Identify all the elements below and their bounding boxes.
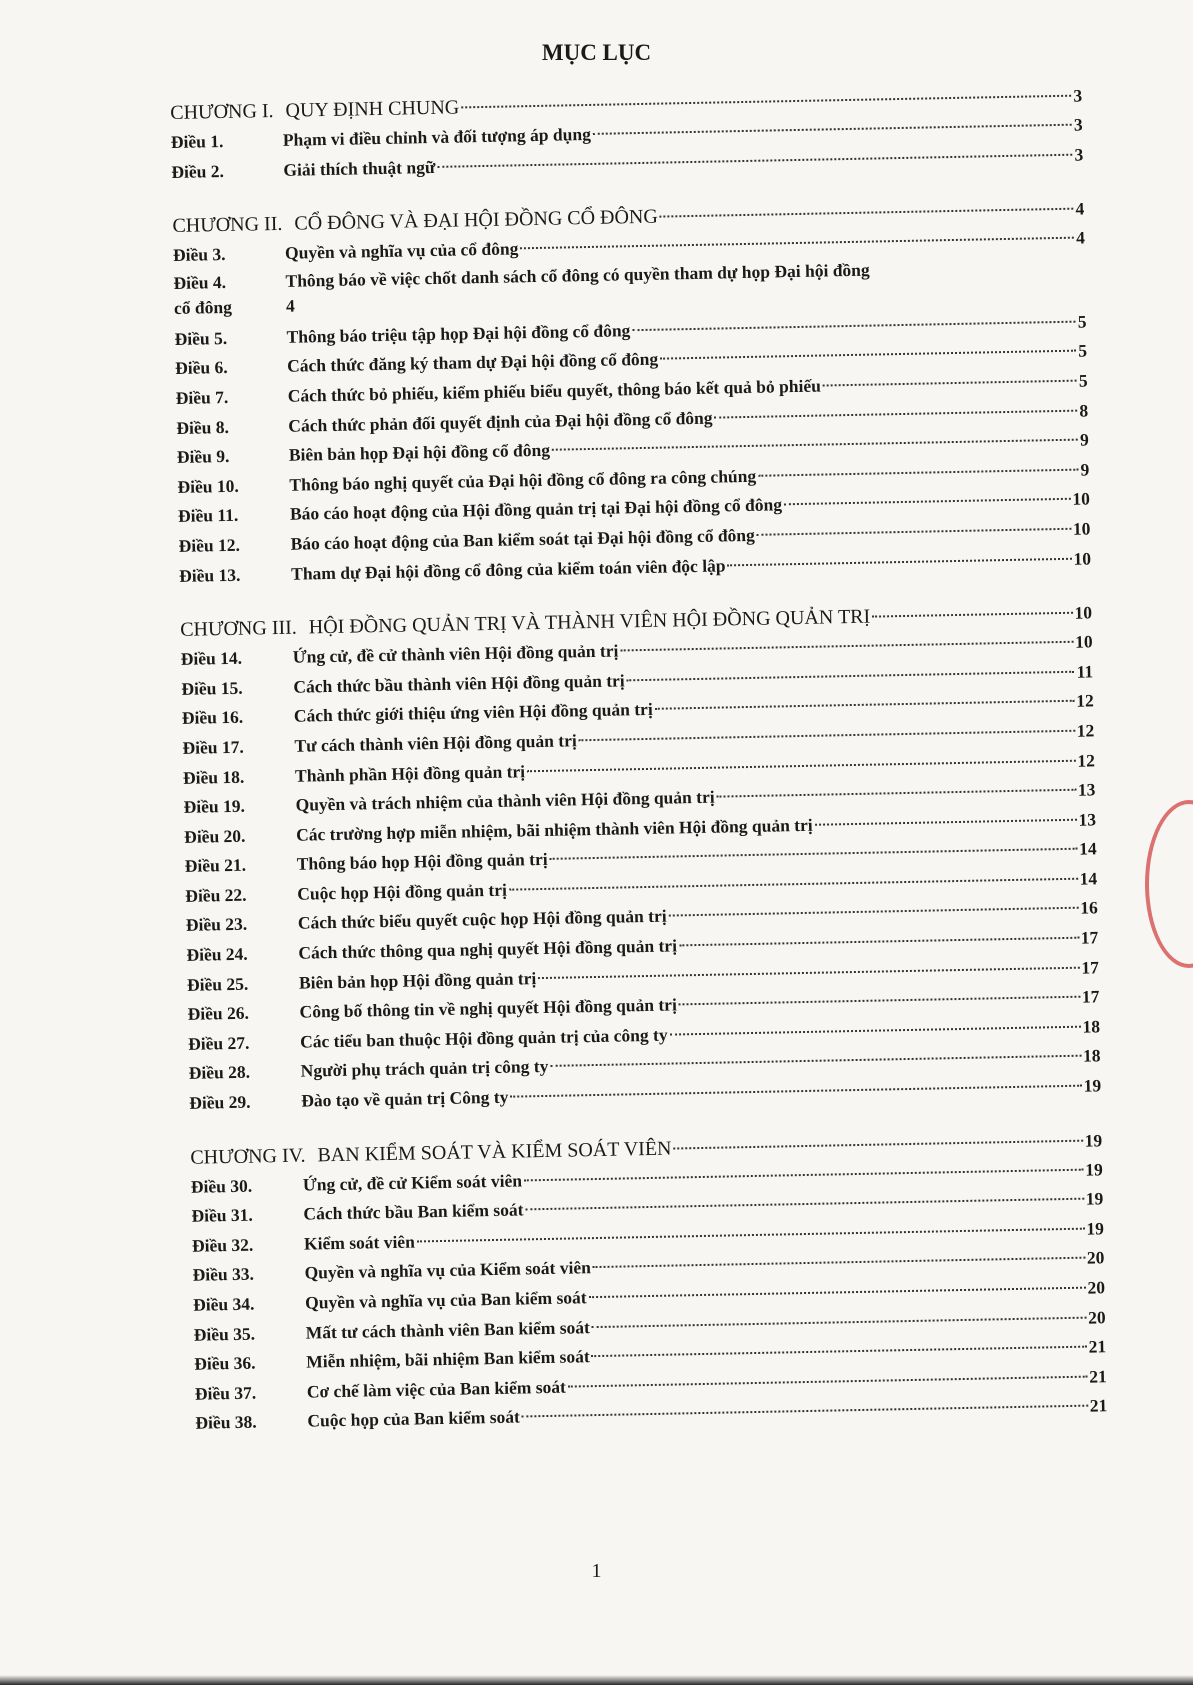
- article-title: Cách thức đăng ký tham dự Đại hội đồng cổ đông: [286, 349, 659, 377]
- chapter-name: QUY ĐỊNH CHUNG: [285, 96, 460, 122]
- article-title: Quyền và trách nhiệm của thành viên Hội đồng quản trị: [295, 786, 715, 815]
- article-title: Cuộc họp của Ban kiểm soát: [307, 1406, 521, 1431]
- article-page: 9: [1080, 459, 1090, 480]
- article-page: 10: [1072, 518, 1091, 539]
- article-number: Điều 36.: [194, 1352, 256, 1374]
- article-number: Điều 19.: [183, 795, 246, 817]
- article-number: Điều 25.: [186, 973, 249, 995]
- dot-leader: [525, 1198, 1083, 1211]
- dot-leader: [757, 528, 1071, 536]
- article-title: Phạm vi điều chỉnh và đối tượng áp dụng: [282, 123, 592, 150]
- article-number: Điều 35.: [193, 1323, 256, 1345]
- article-number: Điều 12.: [178, 534, 241, 556]
- article-page: 20: [1087, 1277, 1106, 1298]
- article-page: 20: [1087, 1306, 1106, 1328]
- article-page: 5: [1077, 311, 1087, 332]
- scan-edge: [0, 1675, 1193, 1685]
- dot-leader: [715, 409, 1078, 418]
- article-page: 4: [285, 295, 295, 316]
- article-number: Điều 2.: [171, 160, 225, 182]
- article-number: Điều 26.: [187, 1002, 250, 1025]
- article-title: Thông báo nghị quyết của Đại hội đồng cổ đông ra công chúng: [289, 465, 757, 495]
- dot-leader: [509, 878, 1078, 891]
- article-title: Ứng cử, đề cử Kiểm soát viên: [302, 1170, 523, 1195]
- article-number: Điều 22.: [185, 884, 247, 906]
- article-page: 21: [1089, 1366, 1107, 1387]
- article-number: Điều 11.: [177, 505, 239, 527]
- dot-leader: [461, 95, 1071, 109]
- dot-leader: [417, 1227, 1085, 1242]
- article-page: 13: [1078, 809, 1097, 830]
- article-page: 5: [1078, 370, 1088, 391]
- article-title: Người phụ trách quản trị công ty: [300, 1056, 549, 1082]
- dot-leader: [815, 818, 1077, 825]
- article-number: Điều 3.: [172, 244, 226, 266]
- dot-leader: [823, 380, 1077, 387]
- dot-leader: [872, 612, 1072, 618]
- dot-leader: [655, 700, 1075, 710]
- dot-leader: [717, 789, 1076, 798]
- article-page: 10: [1073, 547, 1092, 569]
- article-title: Cách thức bỏ phiếu, kiểm phiếu biểu quyết, thông báo kết quả bỏ phiếu: [287, 375, 822, 406]
- article-page: 10: [1074, 631, 1093, 652]
- article-number: Điều 7.: [175, 386, 229, 408]
- article-page: 18: [1082, 1016, 1101, 1037]
- article-number: Điều 18.: [182, 766, 245, 788]
- article-title: Quyền và nghĩa vụ của Ban kiểm soát: [304, 1287, 587, 1313]
- dot-leader: [510, 1085, 1081, 1098]
- article-page: 13: [1077, 779, 1096, 800]
- article-title: Cách thức bầu thành viên Hội đồng quản trị: [293, 670, 625, 697]
- article-title: Cách thức thông qua nghị quyết Hội đồng quản trị: [298, 935, 678, 963]
- dot-leader: [579, 730, 1075, 742]
- dot-leader: [784, 498, 1070, 505]
- dot-leader: [660, 350, 1076, 360]
- dot-leader: [589, 1287, 1086, 1299]
- article-number: Điều 1.: [170, 130, 224, 152]
- article-page: 12: [1077, 749, 1096, 771]
- article-page: 19: [1083, 1075, 1102, 1096]
- article-title: Tham dự Đại hội đồng cổ đông của kiểm toán viên độc lập: [290, 554, 726, 584]
- article-title: Cách thức phản đối quyết định của Đại hội đồng cổ đông: [288, 407, 713, 436]
- chapter-page: 19: [1084, 1129, 1103, 1151]
- article-title: Các tiểu ban thuộc Hội đồng quản trị của công ty: [299, 1024, 668, 1052]
- article-title: Các trường hợp miễn nhiệm, bãi nhiệm thành viên Hội đồng quản trị: [295, 814, 813, 845]
- article-title: Cách thức giới thiệu ứng viên Hội đồng quản trị: [293, 699, 653, 727]
- red-seal-icon: [1145, 800, 1193, 968]
- article-number: Điều 34.: [192, 1293, 255, 1315]
- article-title: Thông báo về việc chốt danh sách cổ đông có quyền tham dự họp Đại hội đồng: [285, 259, 870, 291]
- article-number: Điều 38.: [195, 1411, 257, 1434]
- article-page: 17: [1081, 986, 1100, 1007]
- article-number: Điều 16.: [181, 707, 244, 729]
- article-number: Điều 21.: [184, 854, 247, 877]
- dot-leader: [437, 153, 1072, 167]
- article-title: Thông báo họp Hội đồng quản trị: [296, 849, 548, 874]
- chapter-label: CHƯƠNG IV.: [190, 1144, 306, 1169]
- dot-leader: [592, 1316, 1086, 1327]
- table-of-contents: [170, 80, 1108, 1438]
- article-page: 4: [1075, 227, 1086, 248]
- article-page: 8: [1079, 399, 1089, 421]
- article-title: Cơ chế làm việc của Ban kiểm soát: [306, 1376, 567, 1402]
- article-page: 19: [1086, 1218, 1105, 1239]
- article-page: 16: [1080, 897, 1098, 919]
- article-title: Miễn nhiệm, bãi nhiệm Ban kiểm soát: [306, 1346, 590, 1372]
- article-number: Điều 31.: [191, 1204, 253, 1227]
- article-number: Điều 23.: [185, 914, 248, 936]
- page-title: MỤC LỤC: [541, 40, 652, 65]
- dot-leader: [673, 1139, 1082, 1149]
- article-title: Tư cách thành viên Hội đồng quản trị: [294, 730, 577, 756]
- dot-leader: [728, 557, 1072, 566]
- article-number: Điều 17.: [182, 736, 244, 758]
- article-title: Biên bản họp Đại hội đồng cổ đông: [288, 439, 551, 465]
- dot-leader: [552, 439, 1078, 451]
- article-title: Kiểm soát viên: [303, 1231, 416, 1254]
- article-title-continuation: cổ đông: [173, 296, 233, 318]
- chapter-page: 4: [1075, 198, 1085, 219]
- chapter-label: CHƯƠNG III.: [180, 616, 298, 642]
- dot-leader: [524, 1168, 1083, 1181]
- chapter-page: 3: [1073, 85, 1083, 106]
- dot-leader: [620, 641, 1073, 652]
- article-number: Điều 15.: [181, 677, 243, 699]
- article-title: Giải thích thuật ngữ: [283, 156, 436, 180]
- dot-leader: [670, 1026, 1081, 1036]
- article-number: Điều 30.: [190, 1175, 253, 1197]
- page-number: 1: [591, 1560, 602, 1582]
- dot-leader: [627, 670, 1075, 681]
- article-title: Công bố thông tin về nghị quyết Hội đồng quản trị: [299, 994, 678, 1022]
- article-title: Cách thức bầu Ban kiểm soát: [303, 1199, 524, 1224]
- article-page: 17: [1081, 956, 1100, 978]
- article-title: Mất tư cách thành viên Ban kiểm soát: [305, 1316, 591, 1343]
- article-number: Điều 24.: [186, 943, 248, 965]
- dot-leader: [593, 1257, 1085, 1268]
- dot-leader: [550, 848, 1078, 860]
- article-title: Cách thức biểu quyết cuộc họp Hội đồng quản trị: [297, 906, 667, 934]
- article-number: Điều 6.: [174, 357, 228, 379]
- article-page: 5: [1078, 340, 1088, 361]
- article-number: Điều 33.: [192, 1264, 255, 1286]
- article-number: Điều 9.: [176, 446, 230, 468]
- chapter-name: HỘI ĐỒNG QUẢN TRỊ VÀ THÀNH VIÊN HỘI ĐỒNG QUẢN TRỊ: [308, 605, 871, 639]
- article-title: Ứng cử, đề cử thành viên Hội đồng quản trị: [292, 640, 619, 667]
- article-title: Cuộc họp Hội đồng quản trị: [297, 879, 508, 904]
- dot-leader: [758, 468, 1078, 476]
- dot-leader: [527, 759, 1075, 772]
- dot-leader: [522, 1405, 1088, 1418]
- article-page: 14: [1078, 838, 1097, 859]
- article-number: Điều 37.: [194, 1382, 257, 1404]
- dot-leader: [679, 996, 1080, 1006]
- article-page: 17: [1080, 927, 1099, 948]
- article-title: Quyền và nghĩa vụ của cổ đông: [284, 238, 519, 264]
- article-number: Điều 27.: [187, 1032, 250, 1054]
- dot-leader: [660, 208, 1074, 218]
- dot-leader: [679, 937, 1079, 947]
- article-number: Điều 20.: [183, 825, 246, 847]
- article-title: Quyền và nghĩa vụ của Kiểm soát viên: [304, 1257, 592, 1284]
- article-title: Báo cáo hoạt động của Ban kiểm soát tại Đại hội đồng cổ đông: [290, 524, 755, 554]
- article-page: 9: [1079, 429, 1089, 450]
- dot-leader: [669, 907, 1079, 917]
- article-title: Báo cáo hoạt động của Hội đồng quản trị tại Đại hội đồng cổ đông: [289, 494, 783, 525]
- article-page: 20: [1086, 1247, 1105, 1269]
- article-page: 3: [1074, 144, 1084, 165]
- article-number: Điều 4.: [173, 271, 227, 293]
- article-page: 21: [1088, 1336, 1107, 1357]
- article-title: Biên bản họp Hội đồng quản trị: [298, 967, 537, 993]
- chapter-label: CHƯƠNG II.: [172, 213, 283, 238]
- chapter-label: CHƯƠNG I.: [170, 100, 274, 124]
- article-number: Điều 8.: [176, 416, 230, 438]
- article-number: Điều 32.: [191, 1234, 254, 1256]
- dot-leader: [568, 1375, 1087, 1387]
- article-number: Điều 10.: [177, 475, 239, 497]
- article-page: 3: [1073, 114, 1083, 135]
- article-page: 12: [1076, 720, 1095, 741]
- article-page: 10: [1072, 488, 1091, 510]
- article-title: Thành phần Hội đồng quản trị: [294, 760, 526, 786]
- dot-leader: [538, 966, 1079, 978]
- article-page: 19: [1085, 1188, 1104, 1209]
- article-title: Đào tạo về quản trị Công ty: [301, 1086, 509, 1111]
- chapter-name: CỔ ĐÔNG VÀ ĐẠI HỘI ĐỒNG CỔ ĐÔNG: [294, 205, 659, 235]
- article-page: 14: [1079, 868, 1098, 889]
- chapter-name: BAN KIỂM SOÁT VÀ KIỂM SOÁT VIÊN: [317, 1137, 672, 1166]
- article-number: Điều 13.: [178, 564, 241, 586]
- dot-leader: [520, 237, 1074, 250]
- article-page: 12: [1076, 690, 1094, 712]
- article-number: Điều 29.: [189, 1091, 251, 1113]
- article-page: 21: [1089, 1395, 1108, 1416]
- article-page: 18: [1082, 1045, 1101, 1067]
- dot-leader: [593, 124, 1072, 135]
- chapter-page: 10: [1074, 602, 1093, 623]
- article-page: 19: [1085, 1158, 1103, 1180]
- dot-leader: [592, 1346, 1087, 1358]
- article-page: 11: [1076, 661, 1094, 682]
- article-number: Điều 5.: [174, 327, 228, 349]
- article-number: Điều 28.: [188, 1062, 251, 1084]
- article-number: Điều 14.: [180, 647, 243, 670]
- dot-leader: [550, 1055, 1081, 1067]
- dot-leader: [632, 320, 1075, 331]
- article-title: Thông báo triệu tập họp Đại hội đồng cổ đông: [286, 319, 631, 347]
